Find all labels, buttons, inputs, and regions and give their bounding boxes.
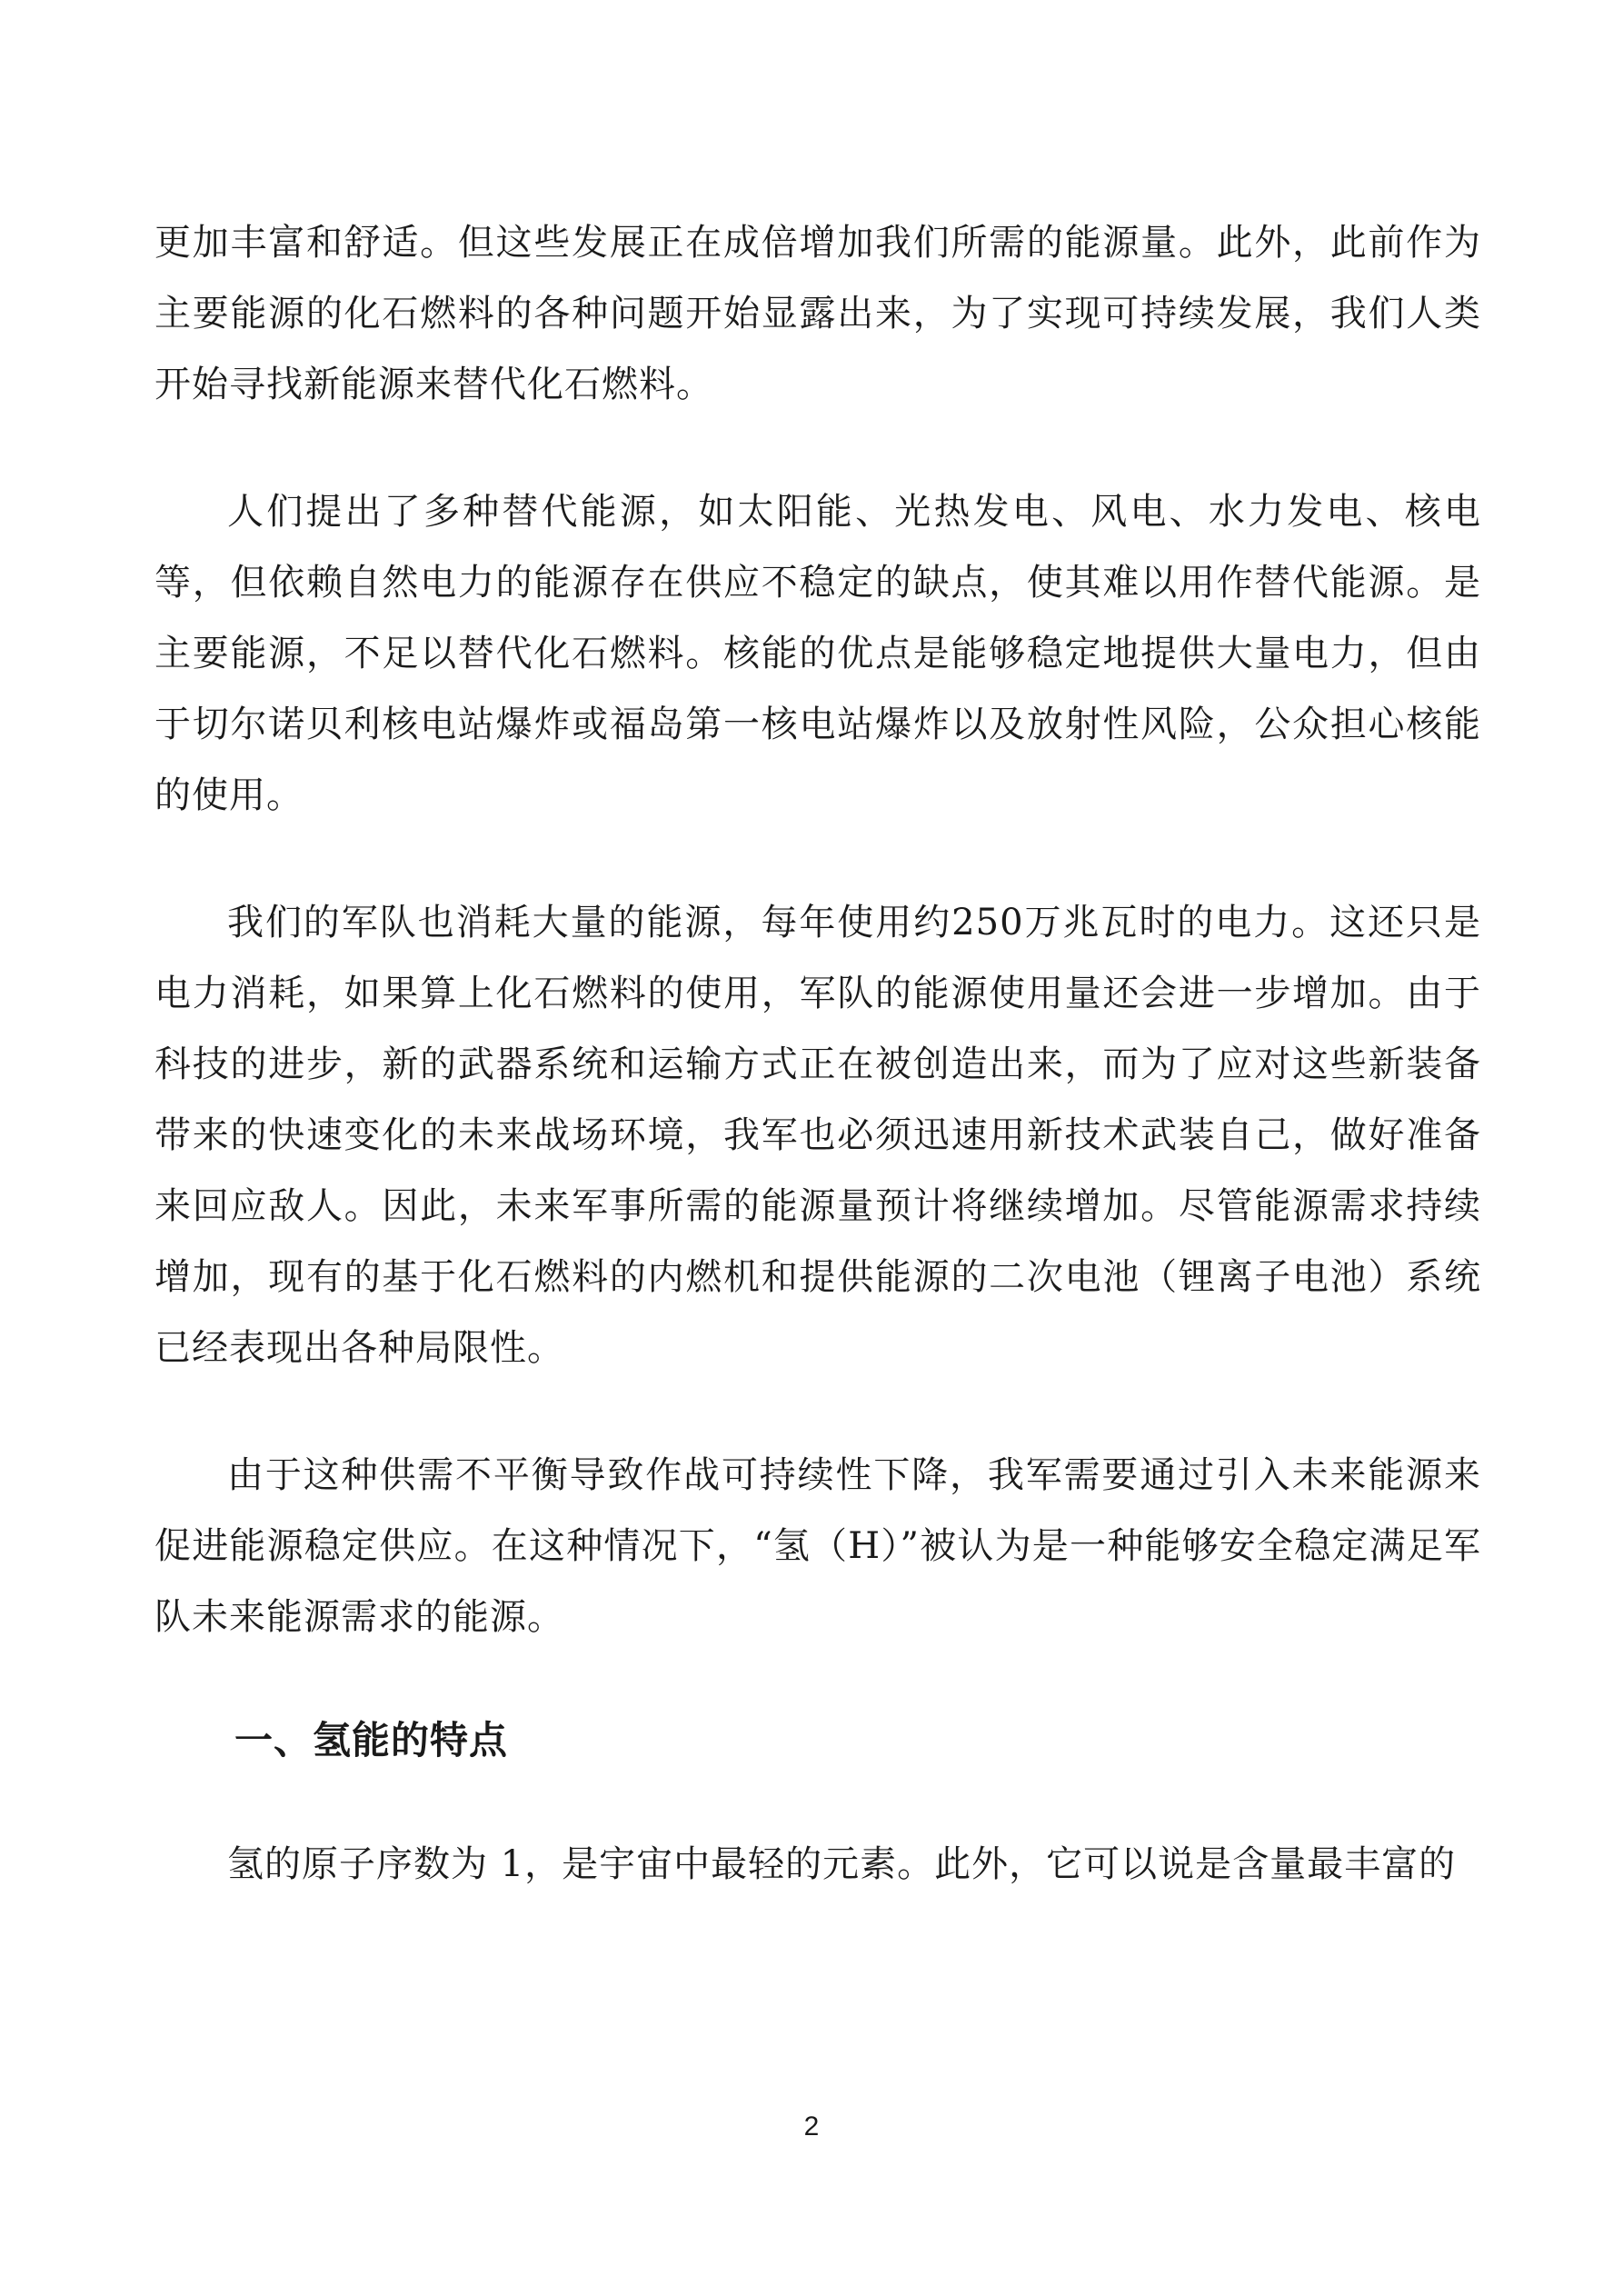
paragraph-hydrogen-intro: 由于这种供需不平衡导致作战可持续性下降，我军需要通过引入未来能源来促进能源稳定供应。在这种情况下，“氢（H）”被认为是一种能够安全稳定满足军队未来能源需求的能源。 <box>154 1454 1481 1638</box>
document-body <box>154 207 1481 1900</box>
paragraph-alternative-energy: 人们提出了多种替代能源，如太阳能、光热发电、风电、水力发电、核电等，但依赖自然电力的能源存在供应不稳定的缺点，使其难以用作替代能源。是主要能源，不足以替代化石燃料。核能的优点是能够稳定地提供大量电力，但由于切尔诺贝利核电站爆炸或福岛第一核电站爆炸以及放射性风险，公众担心核能的使用。 <box>154 491 1481 816</box>
page-number: 2 <box>803 2111 820 2141</box>
paragraph-military-energy: 我们的军队也消耗大量的能源，每年使用约250万兆瓦时的电力。这还只是电力消耗，如果算上化石燃料的使用，军队的能源使用量还会进一步增加。由于科技的进步，新的武器系统和运输方式正在被创造出来，而为了应对这些新装备带来的快速变化的未来战场环境，我军也必须迅速用新技术武装自己，做好准备来回应敌人。因此，未来军事所需的能源量预计将继续增加。尽管能源需求持续增加，现有的基于化石燃料的内燃机和提供能源的二次电池（锂离子电池）系统已经表现出各种局限性。 <box>154 902 1481 1369</box>
section-heading: 一、氢能的特点 <box>234 1718 509 1762</box>
paragraph-hydrogen-characteristics: 氢的原子序数为 1，是宇宙中最轻的元素。此外，它可以说是含量最丰富的 <box>227 1843 1457 1885</box>
paragraph-continuation: 更加丰富和舒适。但这些发展正在成倍增加我们所需的能源量。此外，此前作为主要能源的化石燃料的各种问题开始显露出来，为了实现可持续发展，我们人类开始寻找新能源来替代化石燃料。 <box>154 222 1481 405</box>
